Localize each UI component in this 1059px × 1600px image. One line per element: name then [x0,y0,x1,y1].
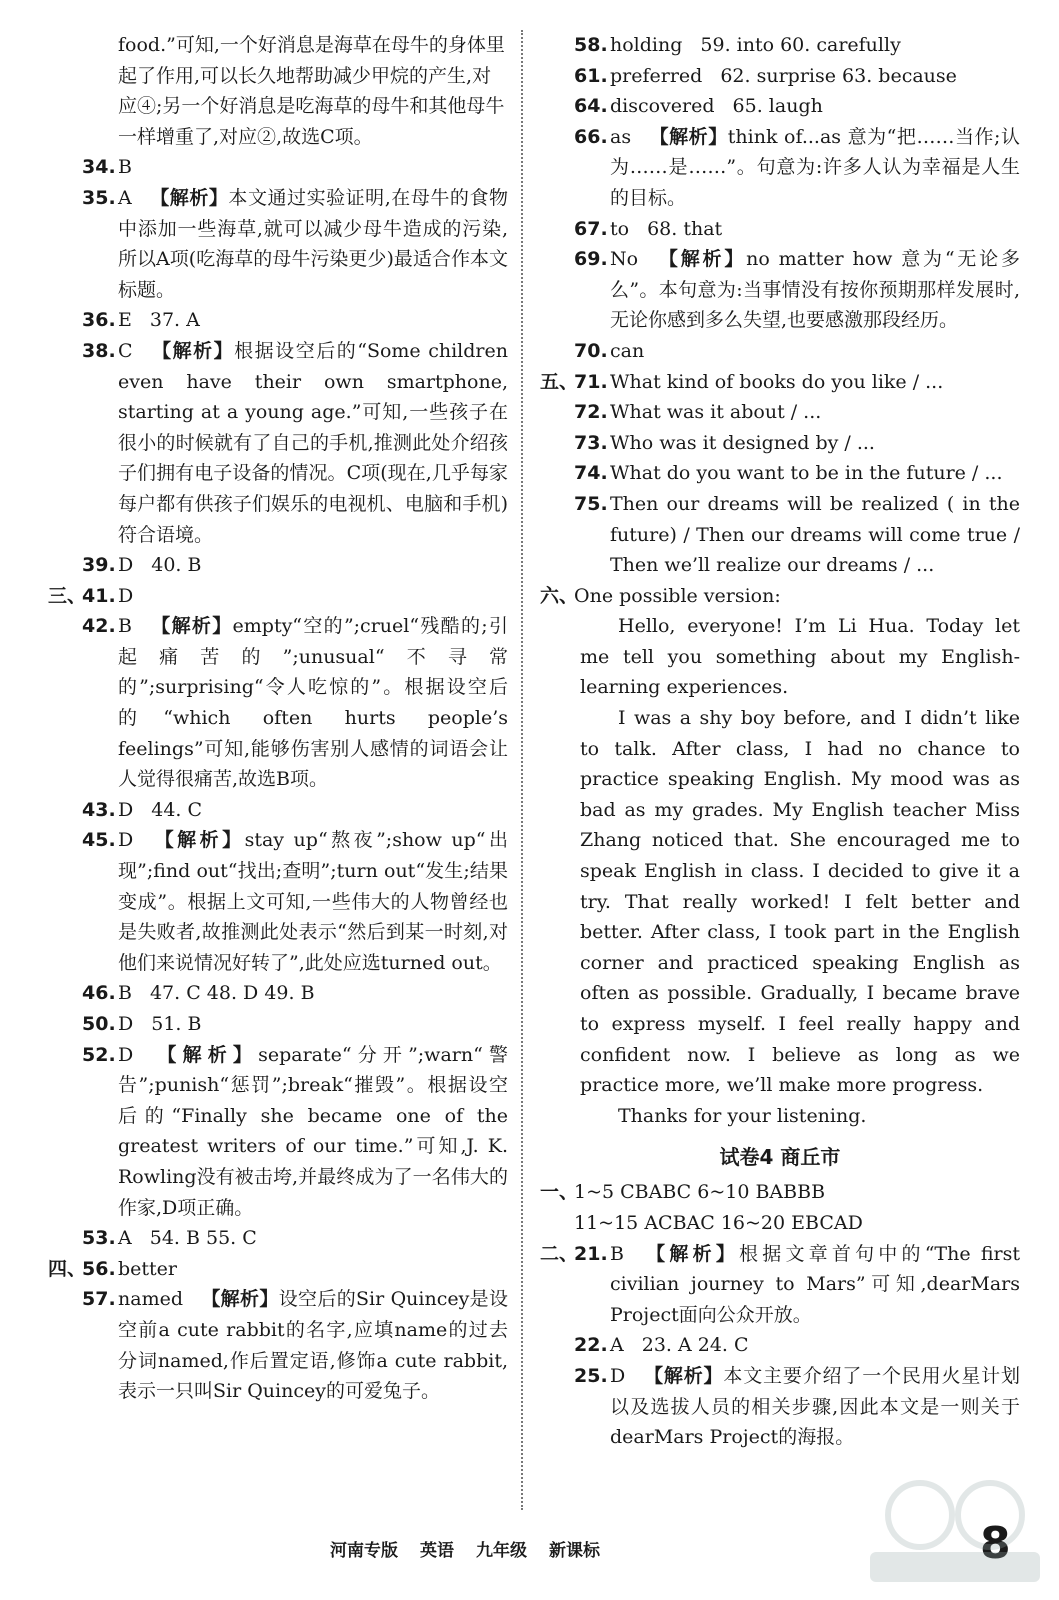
answer-item [540,397,1020,428]
question-number: 61. [574,64,608,87]
essay-paragraph: Thanks for your listening. [618,1104,867,1127]
section-number: 三、 [48,584,87,607]
answer-body [610,30,1020,61]
answer-value: D [118,554,134,577]
answer-value: D [118,1043,134,1066]
footer-grade: 九年级 [476,1540,527,1561]
answer-body [118,550,508,581]
essay-paragraph: Hello, everyone! I’m Li Hua. Today let me tell you something about my English-learning experiences. [580,615,1020,699]
question-number: 42. [82,615,116,638]
answer-value: B [118,982,132,1005]
answer-item [540,458,1020,489]
section-number: 二、 [540,1242,579,1265]
section-number: 一、 [540,1181,579,1204]
additional-answers: 59. into 60. carefully [700,34,901,56]
analysis-text: no matter how 意为“无论多么”。本句意为:当事情没有按你预期那样发展时,无论你感到多么失望,也要感激那段经历。 [610,248,1020,332]
answer-value: holding [610,34,683,56]
answer-body [118,1254,508,1285]
answer-value: 1~5 CBABC 6~10 BABBB [574,1181,826,1204]
answer-item [540,1208,1020,1239]
answer-value: to [610,217,630,240]
analysis-tag: 【解析】 [149,186,229,209]
answer-body [610,61,1020,92]
analysis-text: stay up“熬夜”;show up“出现”;find out“找出;查明”;turn out“发生;结果变成”。根据上文可知,一些伟大的人物曾经也是失败者,故推测此处表示“然后到某一时刻,对他们来说情况好转了”,此处应选turned out。 [118,829,508,974]
answer-item [48,611,508,795]
section-number: 四、 [48,1257,87,1280]
page-footer [330,1533,730,1563]
question-number: 58. [574,34,608,56]
question-number: 70. [574,339,608,362]
answer-body [118,1040,508,1224]
answer-value: Then our dreams will be realized ( in the future) / Then our dreams will come true / Then we’ll realize our dreams / ... [610,492,1020,577]
answer-body [118,305,508,336]
question-number: 71. [574,370,608,393]
footer-subject: 英语 [420,1540,454,1561]
answer-value: as [610,125,632,148]
additional-answers: 23. A 24. C [641,1334,749,1357]
page-number: 8 [980,1518,1011,1569]
answer-body [118,152,508,183]
additional-answers: 68. that [647,217,723,240]
answer-body [118,795,508,826]
answer-body [118,611,508,795]
answer-item [48,825,508,978]
analysis-text: 设空后的Sir Quincey是设空前a cute rabbit的名字,应填name的过去分词named,作后置定语,修饰a cute rabbit,表示一只叫Sir Quincey的可爱兔子。 [118,1288,508,1403]
question-number: 53. [82,1227,116,1250]
answer-body [610,1361,1020,1453]
answer-item [540,214,1020,245]
answer-item [48,1040,508,1224]
answer-item [540,1361,1020,1453]
answer-item [540,122,1020,214]
answer-value: What do you want to be in the future / ... [610,462,1003,485]
answer-value: B [118,156,132,179]
answer-item [540,91,1020,122]
question-number: 22. [574,1334,608,1357]
question-number: 41. [82,584,116,607]
answer-value: No [610,248,639,271]
answer-body [574,1208,1020,1239]
question-number: 69. [574,248,608,271]
answer-body [610,336,1020,367]
answer-value: D [118,1013,134,1035]
answer-value: A [118,186,132,209]
additional-answers: 51. B [151,1013,202,1035]
answer-item [48,1223,508,1254]
question-number: 64. [574,95,608,118]
question-number: 66. [574,125,608,148]
answer-value: B [118,615,132,638]
answer-item [540,1177,1020,1208]
analysis-text: 本文主要介绍了一个民用火星计划以及选拔人员的相关步骤,因此本文是一则关于dearMars Project的海报。 [610,1364,1020,1449]
analysis-tag: 【解析】 [151,1043,259,1066]
additional-answers: 44. C [151,798,203,821]
answer-value: B [610,1242,624,1265]
question-number: 34. [82,156,116,179]
test-4-answers [540,1177,1020,1452]
answer-body [610,244,1020,336]
analysis-tag: 【解析】 [656,248,747,271]
answer-body [118,183,508,305]
answer-body [574,1177,1020,1208]
answer-body [610,489,1020,581]
answer-item [540,61,1020,92]
answer-value: can [610,339,645,362]
answer-body [118,1284,508,1406]
question-number: 36. [82,309,116,332]
answer-item [540,336,1020,367]
question-number: 46. [82,982,116,1005]
question-number: 52. [82,1043,116,1066]
additional-answers: 62. surprise 63. because [720,64,957,87]
answer-item [540,428,1020,459]
question-number: 57. [82,1288,116,1311]
answer-value: better [118,1257,178,1280]
answer-item [48,581,508,612]
question-number: 35. [82,186,116,209]
additional-answers: 54. B 55. C [149,1227,257,1250]
answer-item [540,1330,1020,1361]
answer-value: named [118,1288,183,1311]
answer-value: A [610,1334,624,1357]
right-column [540,30,1020,1453]
answer-value: Who was it designed by / ... [610,431,875,454]
answer-body [610,458,1020,489]
answer-value: discovered [610,95,715,118]
answer-item [48,1009,508,1040]
answer-item [48,1254,508,1285]
analysis-tag: 【解析】 [151,829,245,852]
answer-value: 11~15 ACBAC 16~20 EBCAD [574,1211,863,1234]
question-number: 72. [574,401,608,424]
question-number: 50. [82,1013,116,1035]
answer-body [118,978,508,1009]
answer-value: E [118,309,132,332]
answer-item [48,183,508,305]
analysis-text: think of...as 意为“把……当作;认为……是……”。句意为:许多人认为幸福是人生的目标。 [610,125,1020,209]
analysis-text: empty“空的”;cruel“残酷的;引起痛苦的”;unusual“不寻常的”;surprising“令人吃惊的”。根据设空后的“which often hurts people’s feelings”可知,能够伤害别人感情的词语会让人觉得很痛苦,故选B项。 [118,615,508,791]
answer-body [610,1330,1020,1361]
section-number: 五、 [540,370,579,393]
answer-body [610,91,1020,122]
answer-value: What was it about / ... [610,401,822,424]
analysis-text: 根据文章首句中的“The first civilian journey to Mars”可知,dearMars Project面向公众开放。 [610,1242,1020,1326]
left-column [48,30,508,1407]
answer-item [540,244,1020,336]
answer-value: D [118,798,134,821]
question-number: 75. [574,492,608,515]
answer-value: D [118,584,134,607]
answer-value: D [118,829,134,852]
answer-body [610,1239,1020,1331]
essay-heading [540,581,1020,612]
answer-item [540,489,1020,581]
essay-paragraph: I was a shy boy before, and I didn’t like to talk. After class, I had no chance to practice speaking English. My mood was as bad as my grades. My English teacher Miss Zhang noticed that. She encouraged me to speak English in class. I decided to give it a try. That really worked! I felt better and better. After class, I took part in the English corner and practiced speaking English as often as possible. Gradually, I became brave to express myself. I feel really happy and confident now. I believe as long as we practice more, we’ll make more progress. [580,707,1020,1097]
answer-body [610,214,1020,245]
answer-item [48,336,508,550]
analysis-tag: 【解析】 [649,125,728,148]
question-number: 39. [82,554,116,577]
watermark-logo [860,1470,1050,1590]
answer-item [48,795,508,826]
answer-item [540,367,1020,398]
answer-item [48,152,508,183]
answer-item [48,550,508,581]
analysis-text: separate“分开”;warn“警告”;punish“惩罚”;break“摧毁”。根据设空后的“Finally she became one of the greatest writers of our time.”可知,J. K. Rowling没有被击垮,并最终成为了一名伟大的作家,D项正确。 [118,1043,508,1219]
section-number: 六、 [540,584,579,607]
answer-body [610,397,1020,428]
question-number: 56. [82,1257,116,1280]
question-number: 73. [574,431,608,454]
answer-body [610,122,1020,214]
additional-answers: 47. C 48. D 49. B [149,982,315,1005]
analysis-tag: 【解析】 [643,1364,724,1387]
answer-value: D [610,1364,626,1387]
answer-body [118,825,508,978]
footer-edition: 新课标 [549,1540,600,1561]
answer-body [118,581,508,612]
test-4-title: 试卷4 商丘市 [719,1145,841,1170]
answer-item [48,305,508,336]
essay-heading-text: One possible version: [574,584,781,607]
question-number: 25. [574,1364,608,1387]
column-divider [521,30,523,1510]
answer-item [540,30,1020,61]
footer-region: 河南专版 [330,1540,398,1561]
right-answers [540,30,1020,581]
analysis-tag: 【解析】 [150,339,235,362]
answer-value: What kind of books do you like / ... [610,370,944,393]
answer-value: preferred [610,64,703,87]
answer-item [48,978,508,1009]
additional-answers: 65. laugh [732,95,823,118]
answer-item [540,1239,1020,1331]
analysis-tag: 【解析】 [149,615,233,638]
question-number: 67. [574,217,608,240]
additional-answers: 37. A [149,309,200,332]
question-number: 45. [82,829,116,852]
additional-answers: 40. B [151,554,202,577]
answer-value: A [118,1227,132,1250]
question-number: 43. [82,798,116,821]
analysis-text: 本文通过实验证明,在母牛的食物中添加一些海草,就可以减少母牛造成的污染,所以A项(吃海草的母牛污染更少)最适合作本文标题。 [118,186,508,301]
analysis-tag: 【解析】 [201,1288,279,1311]
answer-item [48,1284,508,1406]
question-number: 21. [574,1242,608,1265]
question-number: 74. [574,462,608,485]
answer-body [118,1009,508,1040]
answer-body [610,367,1020,398]
answer-value: C [118,339,133,362]
analysis-tag: 【解析】 [641,1242,740,1265]
continued-text: food.”可知,一个好消息是海草在母牛的身体里起了作用,可以长久地帮助减少甲烷的产生,对应④;另一个好消息是吃海草的母牛和其他母牛一样增重了,对应②,故选C项。 [118,34,505,148]
answer-body [610,428,1020,459]
answer-body [118,336,508,550]
answer-body [118,1223,508,1254]
analysis-text: 根据设空后的“Some children even have their own smartphone, starting at a young age.”可知,一些孩子在很小的时候就有了自己的手机,推测此处介绍孩子们拥有电子设备的情况。C项(现在,几乎每家每户都有供孩子们娱乐的电视机、电脑和手机)符合语境。 [118,339,508,546]
question-number: 38. [82,339,116,362]
